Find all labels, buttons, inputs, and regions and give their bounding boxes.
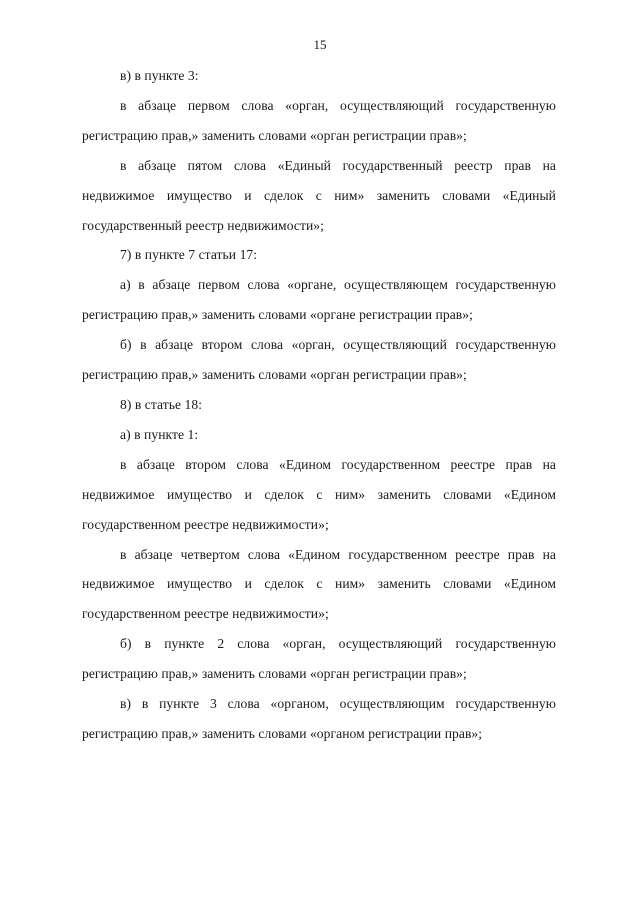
paragraph-abzac-fourth: в абзаце четвертом слова «Едином государственном реестре прав на недвижимое имущество и сделок с ним» заменить словами «Едином государственном реестре недвижимости»; — [82, 546, 556, 622]
paragraph-abzac-fifth: в абзаце пятом слова «Единый государственный реестр прав на недвижимое имущество и сделок с ним» заменить словами «Единый государственный реестр недвижимости»; — [82, 157, 556, 233]
paragraph-item-7a: а) в абзаце первом слова «органе, осуществляющем государственную регистрацию прав,» заменить словами «органе регистрации прав»; — [82, 277, 556, 323]
paragraph-item-7: 7) в пункте 7 статьи 17: — [120, 247, 258, 263]
paragraph-item-8: 8) в статье 18: — [120, 396, 203, 412]
paragraph-item-7b: б) в абзаце втором слова «орган, осуществляющий государственную регистрацию прав,» заменить словами «орган регистрации прав»; — [82, 337, 556, 383]
paragraph-item-8b: б) в пункте 2 слова «орган, осуществляющий государственную регистрацию прав,» заменить словами «орган регистрации прав»; — [82, 636, 556, 682]
page-number: 15 — [313, 37, 327, 52]
paragraph-item-8v: в) в пункте 3 слова «органом, осуществляющим государственную регистрацию прав,» заменить словами «органом регистрации прав»; — [82, 696, 556, 741]
paragraph-point-3: в) в пункте 3: — [120, 68, 199, 83]
document-body — [82, 61, 556, 749]
paragraph-item-8a: а) в пункте 1: — [120, 426, 199, 442]
paragraph-abzac-first: в абзаце первом слова «орган, осуществляющий государственную регистрацию прав,» заменить словами «орган регистрации прав»; — [82, 97, 556, 143]
paragraph-abzac-second: в абзаце втором слова «Едином государственном реестре прав на недвижимое имущество и сделок с ним» заменить словами «Едином государственном реестре недвижимости»; — [82, 456, 556, 532]
